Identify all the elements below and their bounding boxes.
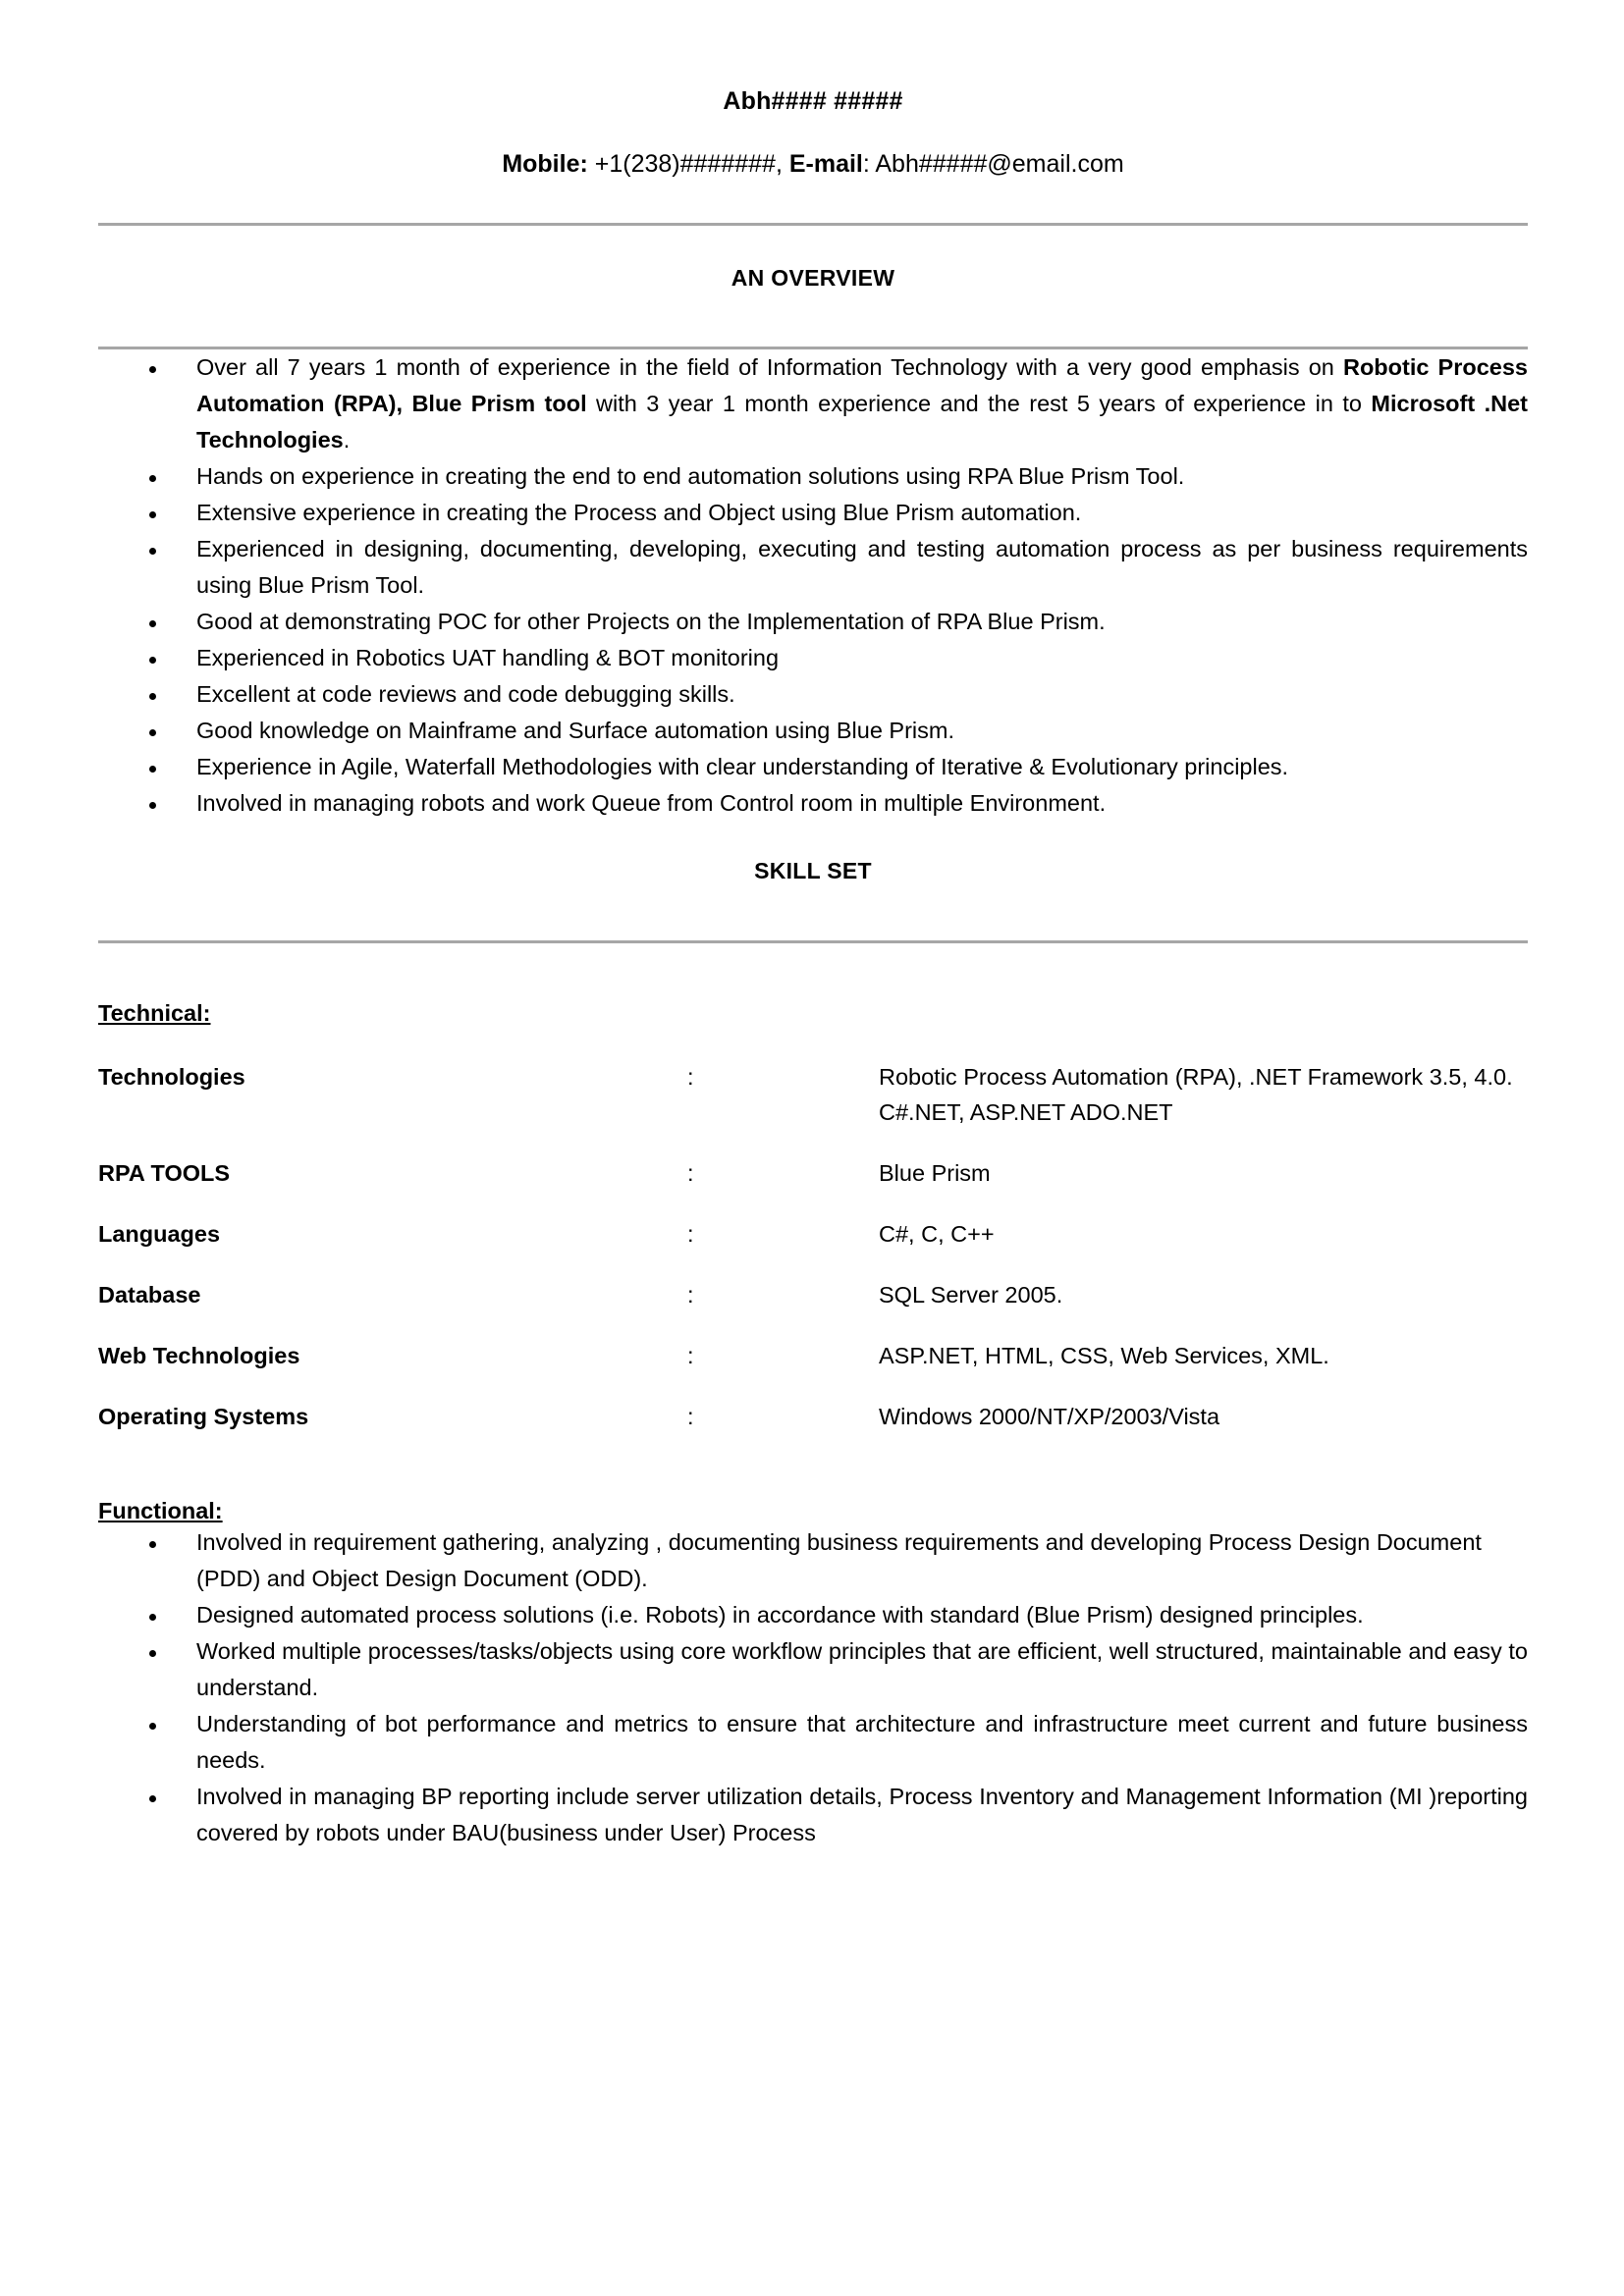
list-item: Experience in Agile, Waterfall Methodologies with clear understanding of Iterative & Evolutionary principles.	[98, 749, 1528, 785]
skill-value: Robotic Process Automation (RPA), .NET Framework 3.5, 4.0. C#.NET, ASP.NET ADO.NET	[879, 1064, 1513, 1125]
subsection-heading-functional: Functional:	[98, 1498, 223, 1523]
divider-overview-top	[98, 223, 1528, 226]
section-title-skillset: SKILL SET	[754, 858, 872, 883]
list-item: Good knowledge on Mainframe and Surface automation using Blue Prism.	[98, 713, 1528, 749]
overview-bullet1-bold1: Robotic Process Automation (RPA), Blue Prism tool	[196, 354, 1528, 416]
list-item: Experienced in Robotics UAT handling & BOT monitoring	[98, 640, 1528, 676]
list-item: Excellent at code reviews and code debugging skills.	[98, 676, 1528, 713]
mobile-value: +1(238)#######,	[587, 150, 789, 178]
overview-bullet1-part3: .	[343, 427, 351, 453]
list-item: Experienced in designing, documenting, developing, executing and testing automation process as per business requirements using Blue Prism Tool.	[98, 531, 1528, 604]
list-item: Extensive experience in creating the Process and Object using Blue Prism automation.	[98, 495, 1528, 531]
subsection-heading-technical: Technical:	[98, 1000, 211, 1026]
list-item: Understanding of bot performance and metrics to ensure that architecture and infrastructure meet current and future business needs.	[98, 1706, 1528, 1779]
email-value: : Abh#####@email.com	[862, 150, 1124, 178]
skill-label: Web Technologies	[98, 1343, 300, 1368]
skill-separator: :	[687, 1343, 694, 1368]
table-row	[98, 1046, 1528, 1143]
skill-label: RPA TOOLS	[98, 1160, 231, 1186]
contact-line	[98, 149, 1528, 179]
skill-value: Windows 2000/NT/XP/2003/Vista	[879, 1404, 1220, 1429]
candidate-name: Abh#### #####	[723, 87, 903, 115]
overview-bullet1-bold2: Microsoft .Net Technologies	[196, 391, 1528, 453]
skill-separator: :	[687, 1064, 694, 1090]
list-item: Good at demonstrating POC for other Projects on the Implementation of RPA Blue Prism.	[98, 604, 1528, 640]
overview-bullet1-part1: Over all 7 years 1 month of experience in the field of Information Technology with a very good emphasis on	[196, 354, 1343, 380]
skill-value: C#, C, C++	[879, 1221, 995, 1247]
skill-separator: :	[687, 1404, 694, 1429]
skill-separator: :	[687, 1282, 694, 1308]
list-item: Designed automated process solutions (i.e. Robots) in accordance with standard (Blue Prism) designed principles.	[98, 1597, 1528, 1633]
skill-label: Languages	[98, 1221, 221, 1247]
table-row	[98, 1264, 1528, 1325]
table-row	[98, 1325, 1528, 1386]
page-content	[98, 0, 1528, 1851]
functional-bullet-list-2	[98, 1706, 1528, 1851]
skill-separator: :	[687, 1221, 694, 1247]
skill-value: ASP.NET, HTML, CSS, Web Services, XML.	[879, 1343, 1329, 1368]
skill-label: Database	[98, 1282, 201, 1308]
list-item: Involved in managing BP reporting include server utilization details, Process Inventory and Management Information (MI )reporting covered by robots under BAU(business under User) Process	[98, 1779, 1528, 1851]
email-label: E-mail	[788, 150, 863, 178]
list-item: Worked multiple processes/tasks/objects using core workflow principles that are efficient, well structured, maintainable and easy to understand.	[98, 1633, 1528, 1706]
list-item: Involved in managing robots and work Queue from Control room in multiple Environment.	[98, 785, 1528, 822]
technical-skill-table	[98, 1046, 1528, 1447]
skill-value: SQL Server 2005.	[879, 1282, 1063, 1308]
list-item: Hands on experience in creating the end to end automation solutions using RPA Blue Prism Tool.	[98, 458, 1528, 495]
table-row	[98, 1143, 1528, 1203]
skill-separator: :	[687, 1160, 694, 1186]
overview-bullet-list	[98, 349, 1528, 822]
list-item: Involved in requirement gathering, analyzing , documenting business requirements and developing Process Design Document (PDD) and Object Design Document (ODD).	[98, 1524, 1528, 1597]
table-row	[98, 1386, 1528, 1447]
functional-bullet-list-1	[98, 1524, 1528, 1706]
skill-value: Blue Prism	[879, 1160, 991, 1186]
skill-label: Technologies	[98, 1064, 245, 1090]
divider-skillset-bottom	[98, 940, 1528, 943]
section-title-overview: AN OVERVIEW	[731, 265, 895, 291]
table-row	[98, 1203, 1528, 1264]
overview-bullet1-part2: with 3 year 1 month experience and the rest 5 years of experience in to	[586, 391, 1372, 416]
skill-label: Operating Systems	[98, 1404, 309, 1429]
mobile-label: Mobile:	[502, 150, 588, 178]
list-item	[98, 349, 1528, 458]
